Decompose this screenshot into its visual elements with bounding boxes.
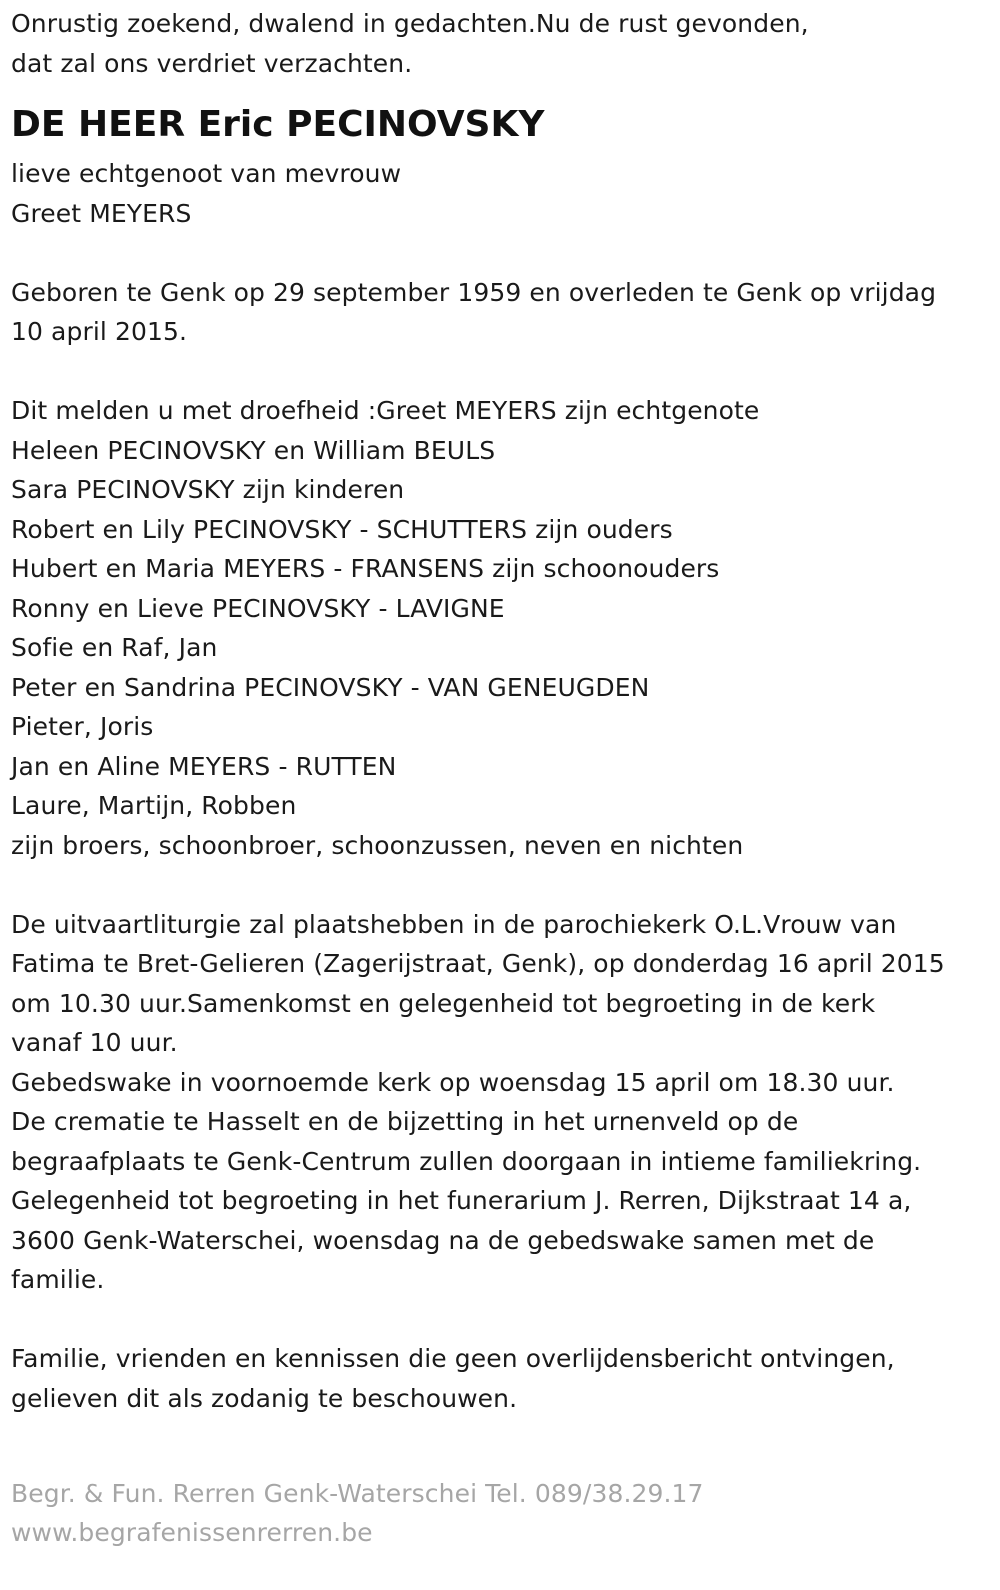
spouse-line: Greet MEYERS <box>11 198 192 228</box>
family-line: Ronny en Lieve PECINOVSKY - LAVIGNE <box>11 593 505 623</box>
family-line: zijn broers, schoonbroer, schoonzussen, neven en nichten <box>11 830 744 860</box>
ceremony-line: Fatima te Bret-Gelieren (Zagerijstraat, Genk), op donderdag 16 april 2015 <box>11 949 945 978</box>
family-line: Pieter, Joris <box>11 712 154 741</box>
family-line: Robert en Lily PECINOVSKY - SCHUTTERS zijn ouders <box>11 514 673 544</box>
family-line: Sofie en Raf, Jan <box>11 633 218 662</box>
spouse-line: lieve echtgenoot van mevrouw <box>11 159 402 188</box>
obituary-notice <box>11 4 986 1553</box>
ceremony-line: De uitvaartliturgie zal plaatshebben in de parochiekerk O.L.Vrouw van <box>11 909 897 939</box>
family-line: Heleen PECINOVSKY en William BEULS <box>11 435 496 465</box>
family-line: Laure, Martijn, Robben <box>11 791 297 820</box>
closing-block <box>11 1339 986 1418</box>
ceremony-line: begraafplaats te Genk-Centrum zullen doorgaan in intieme familiekring. <box>11 1146 922 1176</box>
family-line: Dit melden u met droefheid :Greet MEYERS zijn echtgenote <box>11 396 760 425</box>
ceremony-line: De crematie te Hasselt en de bijzetting in het urnenveld op de <box>11 1107 799 1136</box>
deceased-name: DE HEER Eric PECINOVSKY <box>11 104 545 145</box>
spacer <box>11 865 986 905</box>
ceremony-line: om 10.30 uur.Samenkomst en gelegenheid tot begroeting in de kerk <box>11 988 876 1018</box>
funeral-home-contact: Begr. & Fun. Rerren Genk-Waterschei Tel. 089/38.29.17 <box>11 1478 704 1508</box>
ceremony-line: Gelegenheid tot begroeting in het funerarium J. Rerren, Dijkstraat 14 a, <box>11 1186 912 1215</box>
verse <box>11 4 986 83</box>
ceremony-block <box>11 905 986 1300</box>
family-line: Sara PECINOVSKY zijn kinderen <box>11 475 405 504</box>
spacer <box>11 1418 986 1458</box>
spouse-block <box>11 154 986 233</box>
closing-line: Familie, vrienden en kennissen die geen overlijdensbericht ontvingen, <box>11 1344 895 1373</box>
verse-line: dat zal ons verdriet verzachten. <box>11 48 413 78</box>
birth-death-block <box>11 273 986 352</box>
ceremony-line: Gebedswake in voornoemde kerk op woensdag 15 april om 18.30 uur. <box>11 1067 895 1097</box>
ceremony-line: vanaf 10 uur. <box>11 1028 178 1057</box>
funeral-home-website[interactable]: www.begrafenissenrerren.be <box>11 1518 373 1547</box>
spacer <box>11 233 986 273</box>
closing-line: gelieven dit als zodanig te beschouwen. <box>11 1383 518 1413</box>
birth-line: 10 april 2015. <box>11 317 188 346</box>
ceremony-line: 3600 Genk-Waterschei, woensdag na de gebedswake samen met de <box>11 1225 875 1255</box>
family-line: Peter en Sandrina PECINOVSKY - VAN GENEUGDEN <box>11 672 650 702</box>
spacer <box>11 1300 986 1340</box>
family-line: Jan en Aline MEYERS - RUTTEN <box>11 751 397 781</box>
family-block <box>11 391 986 865</box>
ceremony-line: familie. <box>11 1265 105 1294</box>
verse-line: Onrustig zoekend, dwalend in gedachten.Nu de rust gevonden, <box>11 9 809 38</box>
funeral-home-footer <box>11 1474 986 1553</box>
spacer <box>11 352 986 392</box>
family-line: Hubert en Maria MEYERS - FRANSENS zijn schoonouders <box>11 554 720 583</box>
birth-line: Geboren te Genk op 29 september 1959 en overleden te Genk op vrijdag <box>11 277 937 307</box>
